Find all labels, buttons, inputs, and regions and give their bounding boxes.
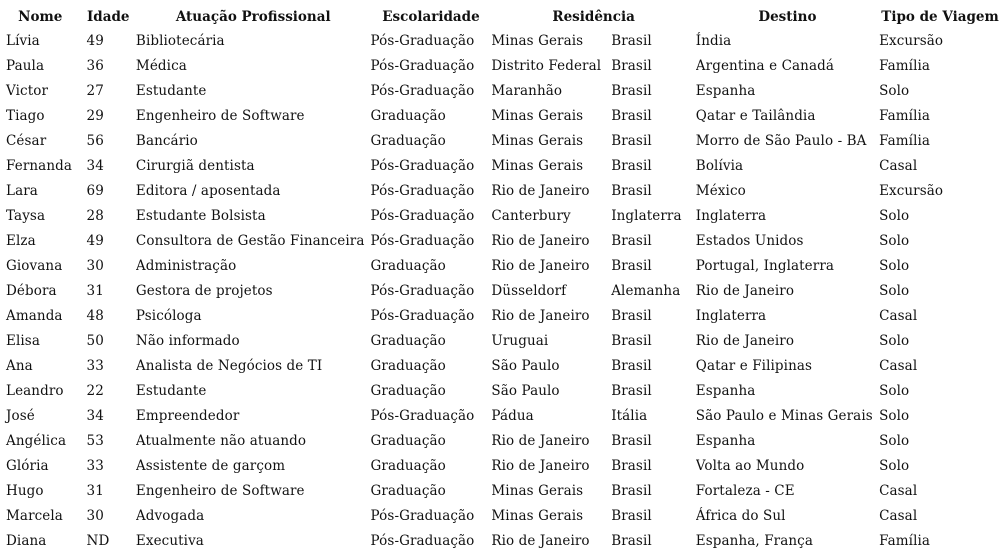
- cell-atuacao: Executiva: [135, 533, 204, 549]
- table-row: [0, 529, 1001, 554]
- cell-nome: Ana: [6, 358, 33, 374]
- cell-destino: Volta ao Mundo: [695, 458, 805, 474]
- cell-residencia-pais: Brasil: [611, 508, 652, 524]
- cell-residencia-local: Distrito Federal: [491, 58, 602, 74]
- cell-residencia-pais: Brasil: [611, 383, 652, 399]
- table-row: [0, 154, 1001, 179]
- cell-tipo-viagem: Excursão: [879, 33, 944, 49]
- header-destino: Destino: [758, 9, 817, 25]
- cell-residencia-pais: Brasil: [611, 258, 652, 274]
- cell-destino: África do Sul: [695, 508, 786, 524]
- cell-atuacao: Empreendedor: [135, 408, 240, 424]
- cell-escolaridade: Pós-Graduação: [370, 158, 475, 174]
- cell-tipo-viagem: Solo: [879, 258, 910, 274]
- header-idade: Idade: [86, 9, 130, 25]
- cell-escolaridade: Pós-Graduação: [370, 183, 475, 199]
- cell-atuacao: Psicóloga: [135, 308, 202, 324]
- cell-idade: 49: [86, 33, 104, 49]
- cell-escolaridade: Pós-Graduação: [370, 208, 475, 224]
- cell-residencia-pais: Brasil: [611, 458, 652, 474]
- cell-escolaridade: Graduação: [370, 133, 446, 149]
- cell-nome: Lívia: [6, 33, 40, 49]
- table-row: [0, 354, 1001, 379]
- cell-destino: Qatar e Tailândia: [695, 108, 816, 124]
- cell-idade: 31: [86, 283, 104, 299]
- table-row: [0, 254, 1001, 279]
- cell-destino: Inglaterra: [695, 308, 767, 324]
- cell-destino: Rio de Janeiro: [695, 283, 795, 299]
- cell-tipo-viagem: Solo: [879, 233, 910, 249]
- cell-residencia-pais: Brasil: [611, 358, 652, 374]
- cell-nome: Amanda: [6, 308, 63, 324]
- cell-nome: Elza: [6, 233, 36, 249]
- cell-idade: 53: [86, 433, 104, 449]
- cell-destino: Rio de Janeiro: [695, 333, 795, 349]
- cell-atuacao: Gestora de projetos: [135, 283, 273, 299]
- table-row: [0, 504, 1001, 529]
- cell-residencia-pais: Brasil: [611, 483, 652, 499]
- cell-idade: 31: [86, 483, 104, 499]
- cell-idade: 49: [86, 233, 104, 249]
- cell-escolaridade: Graduação: [370, 483, 446, 499]
- cell-residencia-pais: Brasil: [611, 83, 652, 99]
- cell-tipo-viagem: Casal: [879, 508, 918, 524]
- cell-residencia-local: Minas Gerais: [491, 158, 584, 174]
- cell-escolaridade: Pós-Graduação: [370, 33, 475, 49]
- cell-atuacao: Estudante: [135, 383, 207, 399]
- cell-atuacao: Consultora de Gestão Financeira: [135, 233, 365, 249]
- cell-idade: 34: [86, 408, 104, 424]
- cell-tipo-viagem: Solo: [879, 383, 910, 399]
- cell-escolaridade: Graduação: [370, 383, 446, 399]
- header-atuacao: Atuação Profissional: [175, 9, 331, 25]
- cell-nome: Giovana: [6, 258, 63, 274]
- cell-residencia-local: Minas Gerais: [491, 108, 584, 124]
- cell-residencia-pais: Brasil: [611, 58, 652, 74]
- cell-escolaridade: Pós-Graduação: [370, 283, 475, 299]
- cell-tipo-viagem: Excursão: [879, 183, 944, 199]
- cell-escolaridade: Graduação: [370, 258, 446, 274]
- cell-destino: México: [695, 183, 746, 199]
- cell-atuacao: Médica: [135, 58, 187, 74]
- cell-residencia-local: Düsseldorf: [491, 283, 567, 299]
- cell-tipo-viagem: Família: [879, 533, 931, 549]
- cell-nome: Diana: [6, 533, 47, 549]
- cell-residencia-pais: Brasil: [611, 158, 652, 174]
- cell-destino: Espanha: [695, 383, 756, 399]
- cell-destino: Argentina e Canadá: [695, 58, 834, 74]
- cell-idade: 33: [86, 458, 104, 474]
- table-row: [0, 279, 1001, 304]
- cell-residencia-pais: Inglaterra: [611, 208, 682, 224]
- cell-residencia-pais: Brasil: [611, 333, 652, 349]
- cell-destino: Fortaleza - CE: [695, 483, 795, 499]
- cell-atuacao: Engenheiro de Software: [135, 483, 305, 499]
- table-row: [0, 429, 1001, 454]
- cell-atuacao: Engenheiro de Software: [135, 108, 305, 124]
- cell-atuacao: Estudante: [135, 83, 207, 99]
- table-row: [0, 104, 1001, 129]
- cell-residencia-local: Rio de Janeiro: [491, 233, 590, 249]
- cell-residencia-local: Minas Gerais: [491, 483, 584, 499]
- cell-destino: Estados Unidos: [695, 233, 804, 249]
- cell-nome: Hugo: [6, 483, 44, 499]
- table-row: [0, 329, 1001, 354]
- cell-idade: 56: [86, 133, 104, 149]
- table-row: [0, 79, 1001, 104]
- cell-nome: Angélica: [6, 433, 67, 449]
- table-row: [0, 454, 1001, 479]
- cell-residencia-local: Rio de Janeiro: [491, 433, 590, 449]
- cell-residencia-local: São Paulo: [491, 358, 560, 374]
- cell-tipo-viagem: Casal: [879, 483, 918, 499]
- cell-destino: Bolívia: [695, 158, 744, 174]
- cell-nome: César: [6, 133, 47, 149]
- cell-idade: 28: [86, 208, 104, 224]
- cell-residencia-pais: Brasil: [611, 433, 652, 449]
- cell-idade: ND: [86, 533, 110, 549]
- cell-escolaridade: Graduação: [370, 333, 446, 349]
- cell-idade: 69: [86, 183, 104, 199]
- table-header: [0, 5, 1001, 29]
- cell-nome: José: [6, 408, 35, 424]
- cell-residencia-pais: Itália: [611, 408, 648, 424]
- cell-nome: Marcela: [6, 508, 63, 524]
- cell-escolaridade: Pós-Graduação: [370, 508, 475, 524]
- cell-tipo-viagem: Solo: [879, 283, 910, 299]
- cell-nome: Lara: [6, 183, 38, 199]
- cell-tipo-viagem: Solo: [879, 83, 910, 99]
- cell-residencia-local: Rio de Janeiro: [491, 183, 590, 199]
- cell-nome: Glória: [6, 458, 49, 474]
- cell-escolaridade: Pós-Graduação: [370, 233, 475, 249]
- cell-escolaridade: Graduação: [370, 108, 446, 124]
- cell-tipo-viagem: Casal: [879, 308, 918, 324]
- cell-tipo-viagem: Solo: [879, 333, 910, 349]
- cell-escolaridade: Pós-Graduação: [370, 308, 475, 324]
- table-row: [0, 29, 1001, 54]
- cell-residencia-local: Rio de Janeiro: [491, 458, 590, 474]
- cell-escolaridade: Graduação: [370, 433, 446, 449]
- cell-destino: Índia: [695, 33, 732, 49]
- cell-idade: 27: [86, 83, 104, 99]
- cell-residencia-local: Minas Gerais: [491, 508, 584, 524]
- cell-tipo-viagem: Família: [879, 133, 931, 149]
- table-row: [0, 404, 1001, 429]
- cell-escolaridade: Pós-Graduação: [370, 58, 475, 74]
- cell-tipo-viagem: Solo: [879, 408, 910, 424]
- cell-tipo-viagem: Família: [879, 108, 931, 124]
- cell-idade: 34: [86, 158, 104, 174]
- cell-destino: Morro de São Paulo - BA: [695, 133, 867, 149]
- cell-tipo-viagem: Solo: [879, 208, 910, 224]
- cell-nome: Tiago: [6, 108, 45, 124]
- cell-atuacao: Bibliotecária: [135, 33, 225, 49]
- cell-residencia-local: Canterbury: [491, 208, 571, 224]
- header-escolaridade: Escolaridade: [382, 9, 480, 25]
- cell-idade: 29: [86, 108, 104, 124]
- cell-residencia-local: Pádua: [491, 408, 534, 424]
- cell-atuacao: Assistente de garçom: [135, 458, 286, 474]
- cell-destino: São Paulo e Minas Gerais: [695, 408, 873, 424]
- cell-escolaridade: Graduação: [370, 358, 446, 374]
- cell-atuacao: Analista de Negócios de TI: [135, 358, 323, 374]
- cell-residencia-pais: Brasil: [611, 33, 652, 49]
- participants-table: [0, 5, 1001, 554]
- cell-residencia-pais: Brasil: [611, 183, 652, 199]
- cell-atuacao: Advogada: [135, 508, 205, 524]
- cell-nome: Leandro: [6, 383, 64, 399]
- header-nome: Nome: [18, 9, 63, 25]
- cell-residencia-pais: Brasil: [611, 108, 652, 124]
- table-body: [0, 29, 1001, 554]
- cell-residencia-local: Minas Gerais: [491, 33, 584, 49]
- cell-escolaridade: Pós-Graduação: [370, 83, 475, 99]
- cell-destino: Portugal, Inglaterra: [695, 258, 835, 274]
- cell-destino: Qatar e Filipinas: [695, 358, 813, 374]
- table-row: [0, 304, 1001, 329]
- cell-escolaridade: Pós-Graduação: [370, 408, 475, 424]
- cell-nome: Victor: [6, 83, 48, 99]
- cell-atuacao: Estudante Bolsista: [135, 208, 266, 224]
- table-row: [0, 229, 1001, 254]
- cell-idade: 50: [86, 333, 104, 349]
- cell-destino: Espanha: [695, 433, 756, 449]
- cell-residencia-local: Maranhão: [491, 83, 563, 99]
- cell-idade: 22: [86, 383, 104, 399]
- header-row: [0, 5, 1001, 29]
- table-row: [0, 179, 1001, 204]
- cell-nome: Paula: [6, 58, 45, 74]
- cell-nome: Fernanda: [6, 158, 72, 174]
- cell-residencia-local: Minas Gerais: [491, 133, 584, 149]
- cell-escolaridade: Pós-Graduação: [370, 533, 475, 549]
- table-row: [0, 204, 1001, 229]
- cell-atuacao: Atualmente não atuando: [135, 433, 307, 449]
- cell-nome: Débora: [6, 283, 57, 299]
- cell-residencia-pais: Brasil: [611, 533, 652, 549]
- cell-residencia-local: Rio de Janeiro: [491, 308, 590, 324]
- cell-atuacao: Não informado: [135, 333, 240, 349]
- table-row: [0, 129, 1001, 154]
- cell-idade: 36: [86, 58, 104, 74]
- cell-idade: 33: [86, 358, 104, 374]
- cell-idade: 30: [86, 508, 104, 524]
- cell-residencia-local: Rio de Janeiro: [491, 533, 590, 549]
- cell-atuacao: Cirurgiã dentista: [135, 158, 255, 174]
- cell-atuacao: Editora / aposentada: [135, 183, 281, 199]
- cell-tipo-viagem: Casal: [879, 358, 918, 374]
- table-row: [0, 379, 1001, 404]
- table-row: [0, 54, 1001, 79]
- cell-destino: Espanha, França: [695, 533, 813, 549]
- cell-tipo-viagem: Solo: [879, 433, 910, 449]
- cell-residencia-pais: Brasil: [611, 133, 652, 149]
- table-row: [0, 479, 1001, 504]
- cell-residencia-local: Rio de Janeiro: [491, 258, 590, 274]
- cell-tipo-viagem: Família: [879, 58, 931, 74]
- cell-tipo-viagem: Solo: [879, 458, 910, 474]
- cell-residencia-pais: Alemanha: [611, 283, 681, 299]
- cell-destino: Espanha: [695, 83, 756, 99]
- cell-atuacao: Administração: [135, 258, 237, 274]
- cell-destino: Inglaterra: [695, 208, 767, 224]
- cell-tipo-viagem: Casal: [879, 158, 918, 174]
- cell-residencia-pais: Brasil: [611, 233, 652, 249]
- cell-atuacao: Bancário: [135, 133, 198, 149]
- header-residencia: Residência: [552, 9, 635, 25]
- cell-residencia-pais: Brasil: [611, 308, 652, 324]
- header-tipo: Tipo de Viagem: [881, 9, 999, 25]
- cell-nome: Taysa: [6, 208, 46, 224]
- cell-idade: 48: [86, 308, 104, 324]
- cell-residencia-local: Uruguai: [491, 333, 549, 349]
- cell-nome: Elisa: [6, 333, 40, 349]
- cell-escolaridade: Graduação: [370, 458, 446, 474]
- cell-idade: 30: [86, 258, 104, 274]
- cell-residencia-local: São Paulo: [491, 383, 560, 399]
